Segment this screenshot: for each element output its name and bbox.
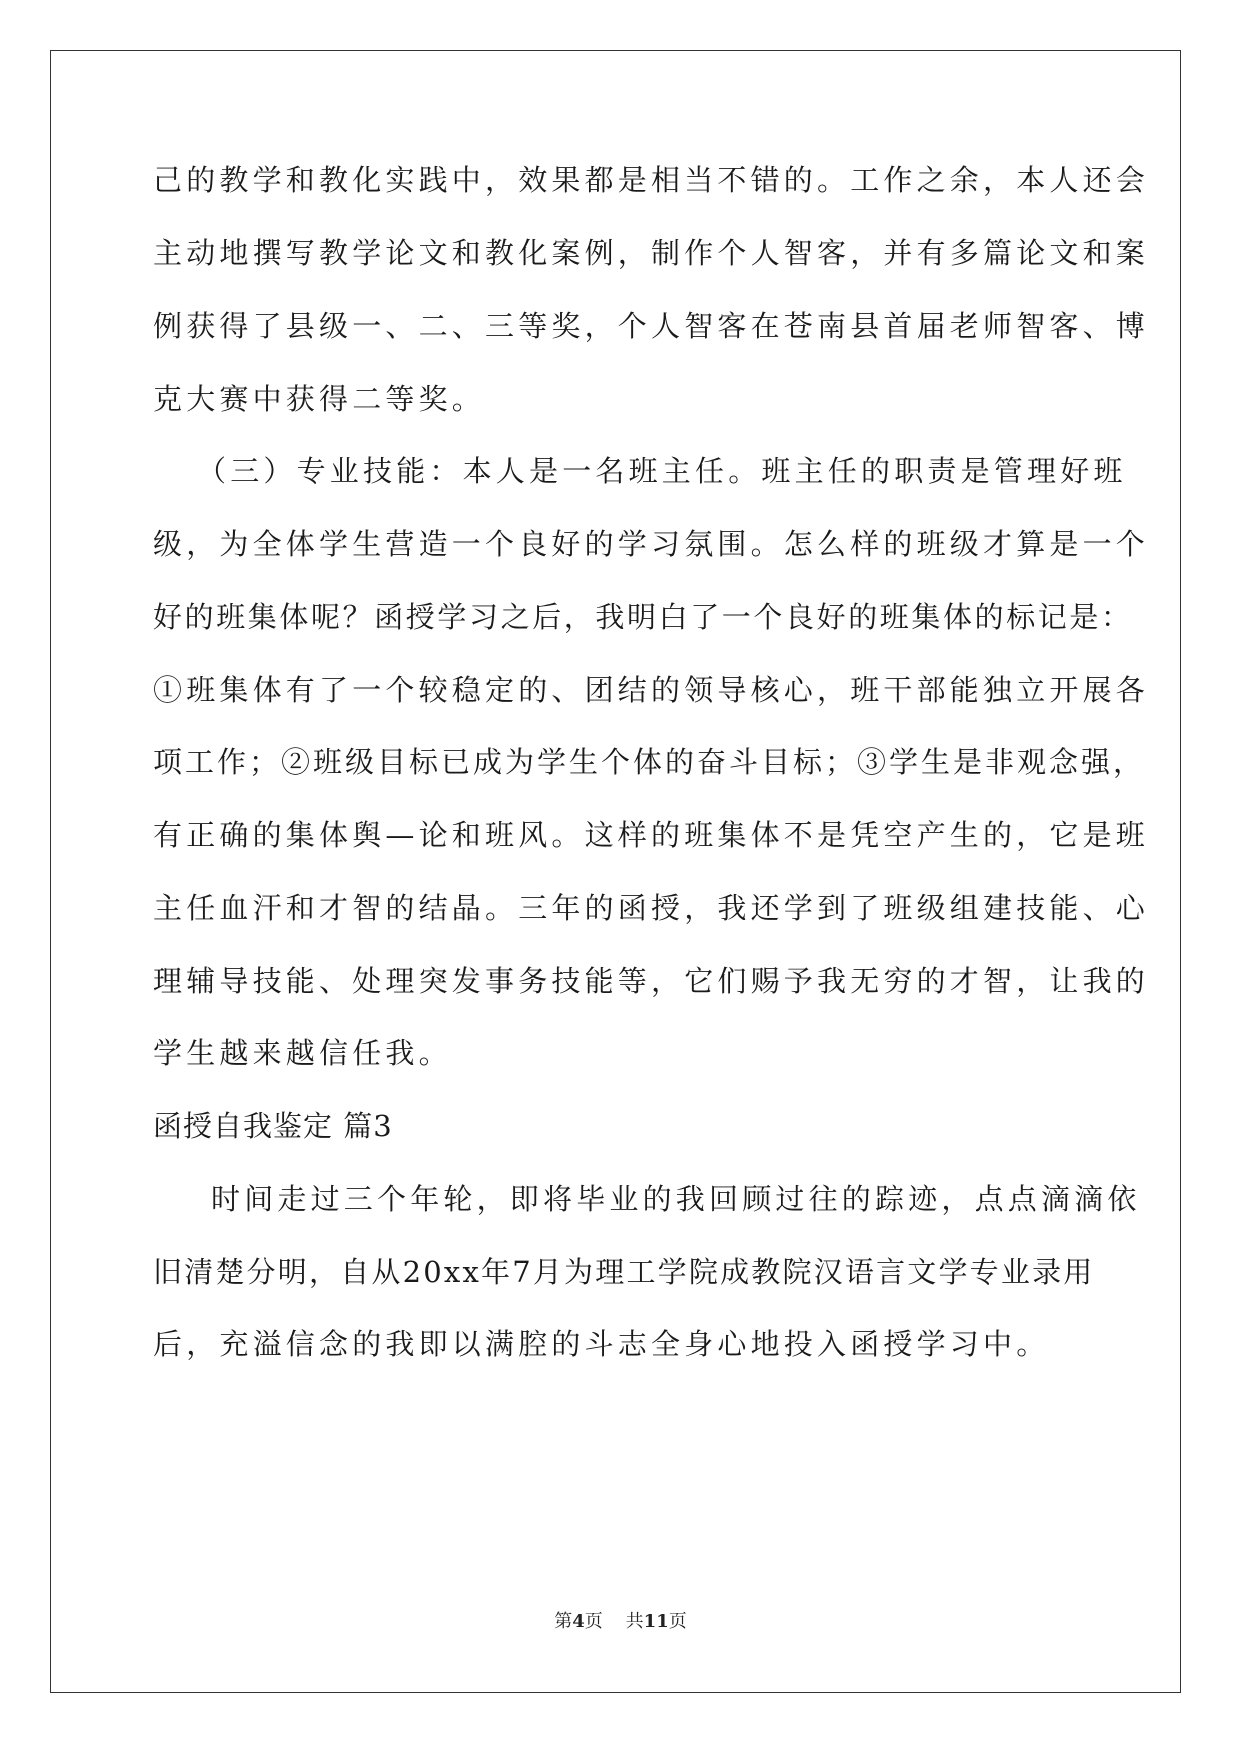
text-line: 例获得了县级一、二、三等奖，个人智客在苍南县首届老师智客、博 xyxy=(153,309,1150,343)
text-line: 主动地撰写教学论文和教化案例，制作个人智客，并有多篇论文和案 xyxy=(153,236,1150,270)
text-line: 己的教学和教化实践中，效果都是相当不错的。工作之余，本人还会 xyxy=(153,163,1150,197)
text-line: 好的班集体呢？函授学习之后，我明白了一个良好的班集体的标记是： xyxy=(153,600,1133,634)
text-line: 旧清楚分明，自从20xx年7月为理工学院成教院汉语言文学专业录用 xyxy=(153,1255,1095,1289)
text-line: 主任血汗和才智的结晶。三年的函授，我还学到了班级组建技能、心 xyxy=(153,891,1150,925)
total-page-count: 11 xyxy=(643,1611,669,1632)
section-heading: 函授自我鉴定 篇3 xyxy=(153,1109,393,1143)
text-line: 时间走过三个年轮，即将毕业的我回顾过往的踪迹，点点滴滴依 xyxy=(211,1182,1141,1216)
text-line: 后，充溢信念的我即以满腔的斗志全身心地投入函授学习中。 xyxy=(153,1327,1050,1361)
text-line: ①班集体有了一个较稳定的、团结的领导核心，班干部能独立开展各 xyxy=(153,673,1150,707)
text-line: 项工作；②班级目标已成为学生个体的奋斗目标；③学生是非观念强， xyxy=(153,745,1146,779)
current-page-number: 4 xyxy=(572,1611,585,1632)
text-line: 有正确的集体舆—论和班风。这样的班集体不是凭空产生的，它是班 xyxy=(153,818,1150,852)
text-line: 理辅导技能、处理突发事务技能等，它们赐予我无穷的才智，让我的 xyxy=(153,964,1150,998)
footer-prefix: 第 xyxy=(554,1611,573,1632)
text-line: 克大赛中获得二等奖。 xyxy=(153,382,486,416)
text-line: （三）专业技能：本人是一名班主任。班主任的职责是管理好班 xyxy=(197,454,1127,488)
page-border xyxy=(50,50,1181,1693)
text-line: 学生越来越信任我。 xyxy=(153,1036,452,1070)
text-line: 级，为全体学生营造一个良好的学习氛围。怎么样的班级才算是一个 xyxy=(153,527,1150,561)
footer-page-suffix: 页 xyxy=(584,1611,603,1632)
footer-total-suffix: 页 xyxy=(668,1611,687,1632)
footer-total-prefix: 共 xyxy=(625,1611,644,1632)
page-footer xyxy=(0,1610,1241,1634)
